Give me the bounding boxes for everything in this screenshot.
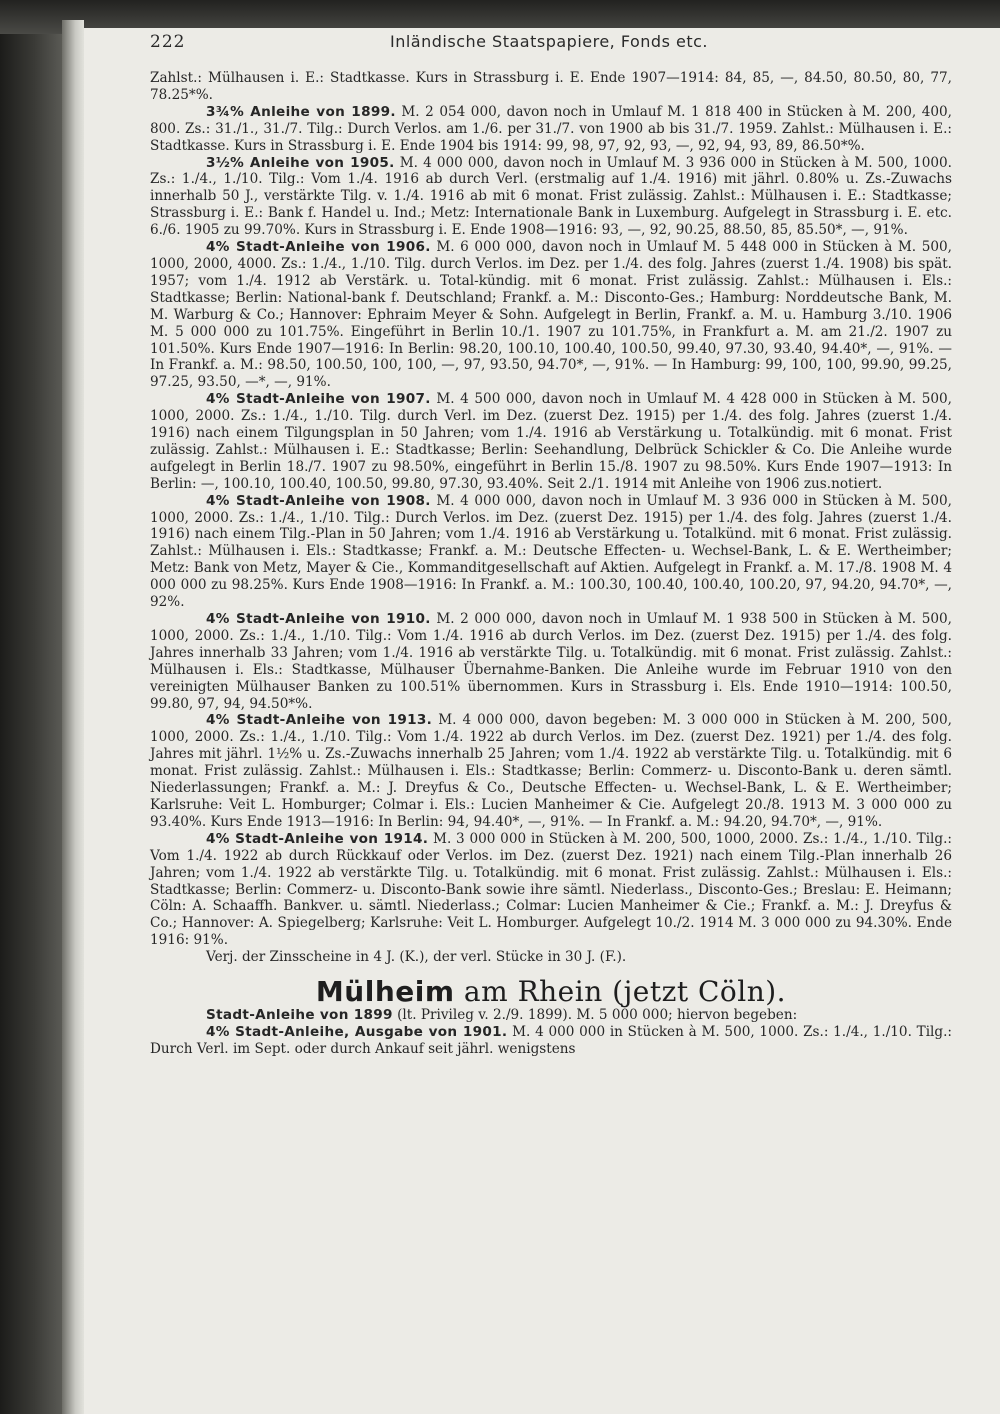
entry-text: M. 4 000 000 in Stücken à M. 500, 1000. Zs.: 1./4., 1./10. Tilg.: Durch Verl. im Sept. oder durch Ankauf seit jährl. wenigstens — [150, 1023, 952, 1057]
entry-anleihe-1910 — [150, 611, 952, 712]
section-title-rest: am Rhein (jetzt Cöln). — [463, 975, 787, 1009]
paragraph-0 — [150, 70, 952, 104]
entry-ausgabe-1901 — [150, 1024, 952, 1058]
entry-title: 4% Stadt-Anleihe, Ausgabe von 1901. — [206, 1023, 508, 1040]
entry-title: 4% Stadt-Anleihe von 1907. — [206, 391, 431, 408]
entry-anleihe-1899 — [150, 104, 952, 155]
entry-stadt-anleihe-1899 — [150, 1007, 952, 1024]
section-title — [150, 975, 952, 1009]
paragraph-text: Zahlst.: Mülhausen i. E.: Stadtkasse. Kurs in Strassburg i. E. Ende 1907—1914: 84, 85, —, 84.50, 80.50, 80, 77, 78.25*%. — [150, 70, 952, 103]
paragraph-text: Verj. der Zinsscheine in 4 J. (K.), der verl. Stücke in 30 J. (F.). — [206, 949, 627, 966]
section-title-main: Mülheim — [315, 975, 455, 1009]
entry-text: M. 3 000 000 in Stücken à M. 200, 500, 1000, 2000. Zs.: 1./4., 1./10. Tilg.: Vom 1./4. 1922 ab durch Rückkauf oder Verlos. im Dez. (zuerst Dez. 1921) nach einem Tilg.-Plan innerhalb 26 Jahren; vom 1./4. 1922 ab verstärkte Tilg. u. Totalkündig. mit 6 monat. Frist zulässig. Zahlst.: Mülhausen i. Els.: Stadtkasse; Berlin: Commerz- u. Disconto-Bank sowie ihre sämtl. Niederlass., Disconto-Ges.; Breslau: E. Heimann; Cöln: A. Schaaffh. Bankver. u. sämtl. Niederlass.; Colmar: Lucien Manheimer & Cie.; Frankf. a. M.: J. Dreyfus & Co.; Hannover: A. Spiegelberg; Karlsruhe: Veit L. Homburger. Aufgelegt 10./2. 1914 M. 3 000 000 zu 94.30%. Ende 1916: 91%. — [150, 830, 953, 949]
scan-dark-edge-left — [0, 0, 62, 1414]
entry-anleihe-1906 — [150, 239, 952, 391]
book-binding-shadow — [62, 20, 84, 1414]
entry-anleihe-1913 — [150, 712, 952, 830]
entry-text: (lt. Privileg v. 2./9. 1899). M. 5 000 000; hiervon begeben: — [397, 1006, 798, 1023]
verjaehrung-note — [150, 949, 952, 966]
entry-title: 4% Stadt-Anleihe von 1908. — [206, 492, 431, 509]
entry-text: M. 6 000 000, davon noch in Umlauf M. 5 448 000 in Stücken à M. 500, 1000, 2000, 4000. Zs.: 1./4., 1./10. Tilg. durch Verlos. im Dez. per 1./4. des folg. Jahres (zuerst 1./4. 1908) bis spät. 1957; vom 1./4. 1912 ab Verstärk. u. Total-kündig. mit 6 monat. Frist zulässig. Zahlst.: Mülhausen i. Els.: Stadtkasse; Berlin: National-bank f. Deutschland; Frankf. a. M.: Disconto-Ges.; Hamburg: Norddeutsche Bank, M. M. Warburg & Co.; Hannover: Ephraim Meyer & Sohn. Aufgelegt in Berlin, Frankf. a. M. u. Hamburg 3./10. 1906 M. 5 000 000 zu 101.75%. Eingeführt in Berlin 10./1. 1907 zu 101.75%, in Frankfurt a. M. am 21./2. 1907 zu 101.50%. Kurs Ende 1907—1916: In Berlin: 98.20, 100.10, 100.40, 100.50, 99.40, 97.30, 93.40, 94.40*, —, 91%. — In Frankf. a. M.: 98.50, 100.50, 100, 100, —, 97, 93.50, 94.70*, —, 91%. — In Hamburg: 99, 100, 100, 99.90, 99.25, 97.25, 93.50, —*, —, 91%. — [150, 239, 952, 391]
page-number: 222 — [150, 32, 186, 52]
entry-title: 3¾% Anleihe von 1899. — [206, 103, 396, 120]
entry-text: M. 4 500 000, davon noch in Umlauf M. 4 428 000 in Stücken à M. 500, 1000, 2000. Zs.: 1./4., 1./10. Tilg. durch Verl. im Dez. (zuerst Dez. 1915) per 1./4. des folg. Jahres (zuerst 1./4. 1916) nach einem Tilgungsplan in 50 Jahren; vom 1./4. 1916 ab Verstärkung u. Totalkündig. mit 6 monat. Frist zulässig. Zahlst.: Mülhausen i. E.: Stadtkasse; Berlin: Seehandlung, Delbrück Schickler & Co. Die Anleihe wurde aufgelegt in Berlin 18./7. 1907 zu 98.50%, eingeführt in Berlin 15./8. 1907 zu 98.50%. Kurs Ende 1907—1913: In Berlin: —, 100.10, 100.40, 100.50, 99.80, 97.30, 93.40%. Seit 2./1. 1914 mit Anleihe von 1906 zus.notiert. — [150, 391, 952, 492]
running-title: Inländische Staatspapiere, Fonds etc. — [390, 32, 708, 51]
entry-title: 3½% Anleihe von 1905. — [206, 154, 395, 171]
page-body — [150, 70, 952, 1058]
entry-title: 4% Stadt-Anleihe von 1910. — [206, 611, 431, 627]
entry-anleihe-1905 — [150, 155, 952, 240]
entry-text: M. 2 000 000, davon noch in Umlauf M. 1 938 500 in Stücken à M. 500, 1000, 2000. Zs.: 1./4., 1./10. Tilg.: Vom 1./4. 1916 ab durch Verlos. im Dez. (zuerst Dez. 1915) per 1./4. des folg. Jahres innerhalb 33 Jahren; vom 1./4. 1916 ab verstärkte Tilg. u. Totalkündig. mit 6 monat. Frist zulässig. Zahlst.: Mülhausen i. Els.: Stadtkasse, Mülhauser Übernahme-Banken. Die Anleihe wurde im Februar 1910 von den vereinigten Mülhauser Banken zu 100.51% übernommen. Kurs in Strassburg i. Els. Ende 1910—1914: 100.50, 99.80, 97, 94, 94.50*%. — [150, 611, 952, 712]
entry-text: M. 2 054 000, davon noch in Umlauf M. 1 818 400 in Stücken à M. 200, 400, 800. Zs.: 31./1., 31./7. Tilg.: Durch Verlos. am 1./6. per 31./7. von 1900 ab bis 31./7. 1959. Zahlst.: Mülhausen i. E.: Stadtkasse. Kurs in Strassburg i. E. Ende 1904 bis 1914: 99, 98, 97, 92, 93, —, 92, 94, 93, 89, 86.50*%. — [150, 103, 952, 154]
entry-title: 4% Stadt-Anleihe von 1906. — [206, 239, 431, 256]
entry-anleihe-1914 — [150, 831, 952, 949]
entry-anleihe-1907 — [150, 391, 952, 492]
entry-title: 4% Stadt-Anleihe von 1914. — [206, 830, 429, 847]
entry-text: M. 4 000 000, davon noch in Umlauf M. 3 936 000 in Stücken à M. 500, 1000. Zs.: 1./4., 1./10. Tilg.: Vom 1./4. 1916 ab durch Verl. (erstmalig auf 1./4. 1916) mit jährl. 0.80% u. Zs.-Zuwachs innerhalb 50 J., verstärkte Tilg. v. 1./4. 1916 ab mit 6 monat. Frist zulässig. Zahlst.: Mülhausen i. E.: Stadtkasse; Strassburg i. E.: Bank f. Handel u. Ind.; Metz: Internationale Bank in Luxemburg. Aufgelegt in Strassburg i. E. etc. 6./6. 1905 zu 99.70%. Kurs in Strassburg i. E. Ende 1908—1916: 93, —, 92, 90.25, 88.50, 85, 85.50*, —, 91%. — [150, 154, 952, 239]
entry-text: M. 4 000 000, davon noch in Umlauf M. 3 936 000 in Stücken à M. 500, 1000, 2000. Zs.: 1./4., 1./10. Tilg.: Durch Verlos. im Dez. (zuerst Dez. 1915) per 1./4. des folg. Jahres (zuerst 1./4. 1916) nach einem Tilg.-Plan in 50 Jahren; vom 1./4. 1916 ab Verstärkung u. Totalkünd. mit 6 monat. Frist zulässig. Zahlst.: Mülhausen i. Els.: Stadtkasse; Frankf. a. M.: Deutsche Effecten- u. Wechsel-Bank, L. & E. Wertheimber; Metz: Bank von Metz, Mayer & Cie., Kommanditgesellschaft auf Aktien. Aufgelegt in Frankf. a. M. 17./8. 1908 M. 4 000 000 zu 98.25%. Kurs Ende 1908—1916: In Frankf. a. M.: 100.30, 100.40, 100.40, 100.20, 97, 94.20, 94.70*, —, 92%. — [150, 492, 952, 611]
page-header — [150, 32, 950, 62]
entry-title: 4% Stadt-Anleihe von 1913. — [206, 712, 433, 729]
entry-anleihe-1908 — [150, 493, 952, 611]
entry-text: M. 4 000 000, davon begeben: M. 3 000 000 in Stücken à M. 200, 500, 1000, 2000. Zs.: 1./4., 1./10. Tilg.: Vom 1./4. 1922 ab durch Verlos. im Dez. (zuerst Dez. 1921) per 1./4. des folg. Jahres mit jährl. 1½% u. Zs.-Zuwachs innerhalb 25 Jahren; vom 1./4. 1922 ab verstärkte Tilg. u. Totalkündig. mit 6 monat. Frist zulässig. Zahlst.: Mülhausen i. Els.: Stadtkasse; Berlin: Commerz- u. Disconto-Bank u. deren sämtl. Niederlassungen; Frankf. a. M.: J. Dreyfus & Co., Deutsche Effecten- u. Wechsel-Bank, L. & E. Wertheimber; Karlsruhe: Veit L. Homburger; Colmar i. Els.: Lucien Manheimer & Cie. Aufgelegt 20./8. 1913 M. 3 000 000 zu 93.40%. Kurs Ende 1913—1916: In Berlin: 94, 94.40*, —, 91%. — In Frankf. a. M.: 94.20, 94.70*, —, 91%. — [150, 712, 953, 830]
entry-title: Stadt-Anleihe von 1899 — [206, 1006, 393, 1023]
